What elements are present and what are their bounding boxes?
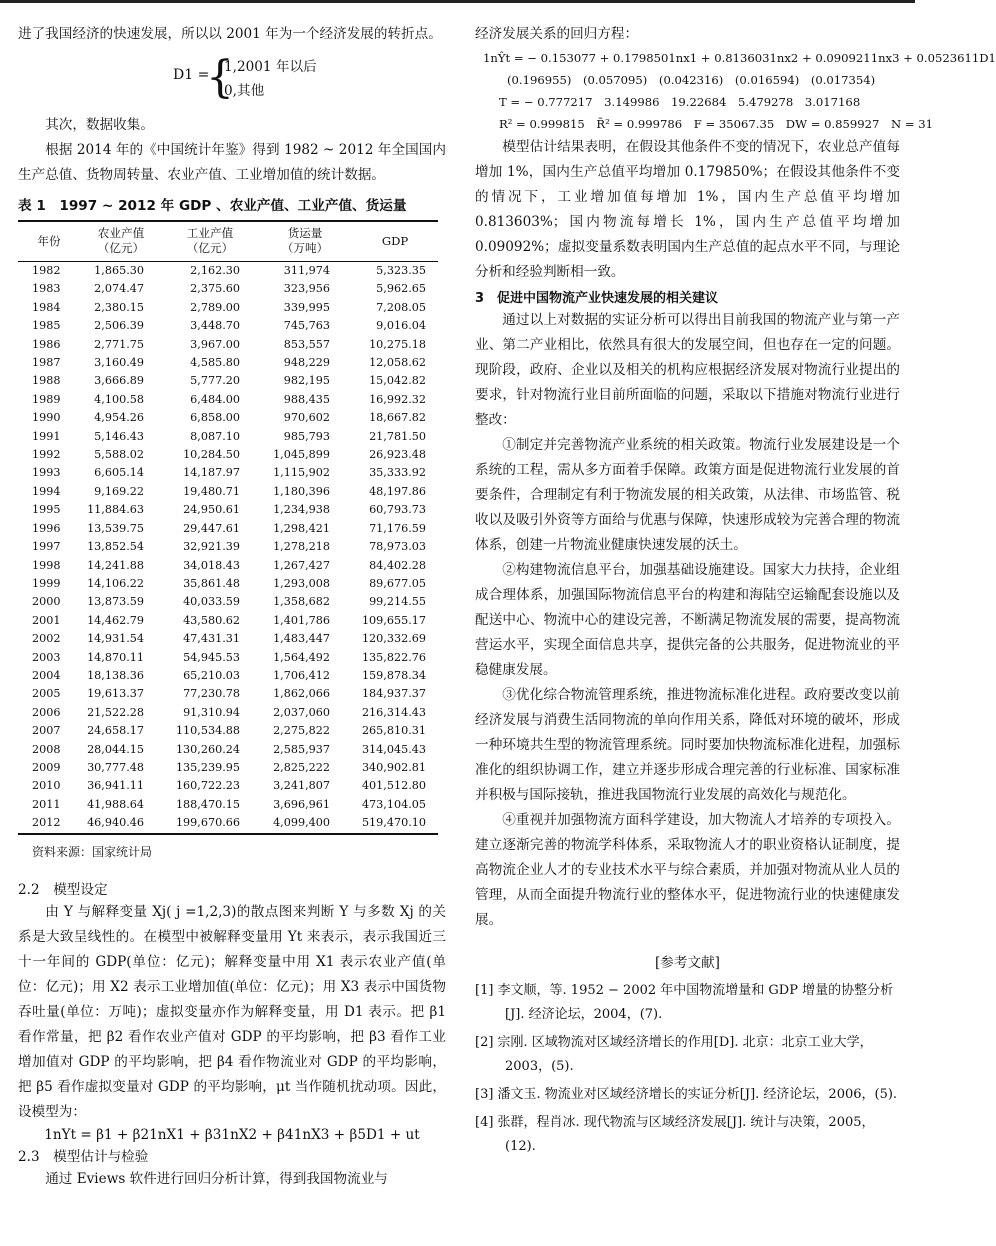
table-cell: 2002 bbox=[32, 632, 61, 646]
table-cell: 9,016.04 bbox=[376, 319, 426, 333]
table-row bbox=[18, 483, 438, 501]
table-cell: 948,229 bbox=[283, 356, 330, 370]
reference-item: [3] 潘文玉. 物流业对区域经济增长的实证分析[J]. 经济论坛，2006，(5). bbox=[475, 1087, 898, 1102]
reference-item: [4] 张群，程肖冰. 现代物流与区域经济发展[J]. 统计与决策，2005，(12). bbox=[475, 1115, 875, 1154]
table-cell: 21,522.28 bbox=[87, 705, 144, 719]
paragraph: ①制定并完善物流产业系统的相关政策。物流行业发展建设是一个系统的工程，需从多方面着手保障。政策方面是促进物流行业发展的首要条件，合理制定有利于物流发展的相关政策，从法律、市场监管、税收以及吸引外资等方面给与优惠与保障，快速形成较为完善合理的物流体系，创建一片物流业健康快速发展的沃土。 bbox=[475, 437, 900, 553]
section-heading: 3 促进中国物流产业快速发展的相关建议 bbox=[475, 291, 719, 306]
table-cell: 1,401,786 bbox=[273, 613, 330, 627]
table-cell: 18,138.36 bbox=[87, 668, 144, 682]
table-cell: 14,931.54 bbox=[87, 632, 144, 646]
table-cell: 2001 bbox=[32, 613, 61, 627]
table-row bbox=[18, 777, 438, 795]
paragraph: ②构建物流信息平台，加强基础设施建设。国家大力扶持，企业组成合理体系，加强国际物流信息平台的构建和海陆空运输配套设施以及配送中心、物流中心的建设完善，不断满足物流发展的需要，提高物流营运水平，实现全面信息共享，提供完备的公共服务，促进物流业的平稳健康发展。 bbox=[475, 562, 900, 678]
section-heading: 2.2 模型设定 bbox=[18, 881, 108, 898]
reference-item: [1] 李文顺，等. 1952 − 2002 年中国物流增量和 GDP 增量的协整分析[J]. 经济论坛，2004，(7). bbox=[475, 983, 894, 1022]
table-cell: 34,018.43 bbox=[183, 558, 240, 572]
table-cell: 18,667.82 bbox=[369, 411, 426, 425]
table-row bbox=[18, 409, 438, 427]
header-rule bbox=[0, 0, 915, 3]
table-cell: 2,585,937 bbox=[273, 742, 330, 756]
table-cell: 71,176.59 bbox=[369, 521, 426, 535]
table-cell: 1984 bbox=[32, 300, 61, 314]
table-cell: 1,045,899 bbox=[273, 448, 330, 462]
table-cell: 135,239.95 bbox=[175, 760, 240, 774]
table-row bbox=[18, 446, 438, 464]
model-equation: 1nYt = β1 + β21nX1 + β31nX2 + β41nX3 + β5D1 + ut bbox=[44, 1126, 420, 1143]
table-cell: 2,375.60 bbox=[190, 282, 240, 296]
regression-statistics: R² = 0.999815 R̄² = 0.999786 F = 35067.35 DW = 0.859927 N = 31 bbox=[499, 117, 933, 131]
table-cell: 159,878.34 bbox=[361, 668, 426, 682]
table-cell: 2000 bbox=[32, 595, 61, 609]
table-cell: 401,512.80 bbox=[361, 779, 426, 793]
table-cell: 13,539.75 bbox=[87, 521, 144, 535]
regression-equation: 1nŶt = − 0.153077 + 0.1798501nx1 + 0.8136031nx2 + 0.0909211nx3 + 0.0523611D1 bbox=[483, 51, 996, 65]
table-cell: 6,858.00 bbox=[190, 411, 240, 425]
table-cell: 1,862,066 bbox=[273, 687, 330, 701]
table-cell: 65,210.03 bbox=[183, 668, 240, 682]
table-cell: 2004 bbox=[32, 668, 61, 682]
table-row bbox=[18, 612, 438, 630]
table-row bbox=[18, 501, 438, 519]
table-cell: 988,435 bbox=[283, 392, 330, 406]
table-cell: 14,106.22 bbox=[87, 576, 144, 590]
table-cell: 1989 bbox=[32, 392, 61, 406]
table-cell: 14,870.11 bbox=[87, 650, 144, 664]
table-cell: 184,937.37 bbox=[361, 687, 426, 701]
table-cell: 1,483,447 bbox=[273, 632, 330, 646]
table-cell: 9,169.22 bbox=[94, 484, 144, 498]
table-cell: 982,195 bbox=[283, 374, 330, 388]
table-cell: 1987 bbox=[32, 356, 61, 370]
table-cell: 14,241.88 bbox=[87, 558, 144, 572]
table-cell: 2,771.75 bbox=[94, 337, 144, 351]
table-cell: 1995 bbox=[32, 503, 61, 517]
paragraph: 由 Y 与解释变量 Xj( j =1,2,3)的散点图来判断 Y 与多数 Xj 的关系是大致呈线性的。在模型中被解释变量用 Yt 来表示，表示我国近三十一年间的 GDP(单位：亿元)；解释变量中用 X1 表示农业产值(单位：亿元)；用 X2 表示工业增加值(单位：亿元)；用 X3 表示中国货物吞吐量(单位：万吨)；虚拟变量亦作为解释变量，用 D1 表示。把 β1 看作常量，把 β2 看作农业产值对 GDP 的平均影响，把 β3 看作工业增加值对 GDP 的平均影响，把 β4 看作物流业对 GDP 的平均影响，把 β5 看作虚拟变量对 GDP 的平均影响，μt 当作随机扰动项。因此，设模型为： bbox=[18, 903, 446, 1120]
table-cell: 188,470.15 bbox=[175, 797, 240, 811]
table-cell: 1994 bbox=[32, 484, 61, 498]
regression-std-errors: (0.196955) (0.057095) (0.042316) (0.016594) (0.017354) bbox=[507, 73, 876, 87]
header-cell: 货运量 （万吨） bbox=[258, 221, 352, 262]
table-cell: 110,534.88 bbox=[175, 724, 240, 738]
table-row bbox=[18, 796, 438, 814]
table-cell: 30,777.48 bbox=[87, 760, 144, 774]
table-header-row bbox=[18, 221, 438, 262]
table-cell: 3,666.89 bbox=[94, 374, 144, 388]
right-column bbox=[475, 22, 996, 1163]
table-cell: 4,099,400 bbox=[258, 814, 352, 833]
table-row bbox=[18, 759, 438, 777]
table-cell: 43,580.62 bbox=[183, 613, 240, 627]
table-cell: 41,988.64 bbox=[87, 797, 144, 811]
table-row bbox=[18, 685, 438, 703]
table-cell: 1,564,492 bbox=[273, 650, 330, 664]
table-row bbox=[18, 354, 438, 372]
table-cell: 24,658.17 bbox=[87, 724, 144, 738]
table-row bbox=[18, 464, 438, 482]
table-cell: 32,921.39 bbox=[183, 540, 240, 554]
table-row bbox=[18, 391, 438, 409]
table-cell: 21,781.50 bbox=[369, 429, 426, 443]
header-cell: 工业产值 （亿元） bbox=[162, 221, 258, 262]
table-cell: 1997 bbox=[32, 540, 61, 554]
table-cell: 216,314.43 bbox=[361, 705, 426, 719]
table-cell: 1985 bbox=[32, 319, 61, 333]
table-cell: 2006 bbox=[32, 705, 61, 719]
table-row bbox=[18, 520, 438, 538]
table-row bbox=[18, 336, 438, 354]
table-row bbox=[18, 649, 438, 667]
paragraph: 进了我国经济的快速发展，所以以 2001 年为一个经济发展的转折点。 bbox=[18, 26, 442, 42]
header-cell: GDP bbox=[352, 221, 438, 262]
reference-item: [2] 宗刚. 区域物流对区域经济增长的作用[D]. 北京：北京工业大学，2003，(5). bbox=[475, 1035, 873, 1074]
data-table bbox=[18, 220, 438, 835]
table-cell: 2,789.00 bbox=[190, 300, 240, 314]
table-cell: 77,230.78 bbox=[183, 687, 240, 701]
table-cell: 1,115,902 bbox=[273, 466, 330, 480]
table-cell: 6,605.14 bbox=[94, 466, 144, 480]
table-cell: 970,602 bbox=[283, 411, 330, 425]
table-cell: 10,284.50 bbox=[183, 448, 240, 462]
table-cell: 91,310.94 bbox=[183, 705, 240, 719]
table-cell: 199,670.66 bbox=[162, 814, 258, 833]
table-cell: 78,973.03 bbox=[369, 540, 426, 554]
table-row bbox=[18, 814, 438, 833]
table-cell: 4,100.58 bbox=[94, 392, 144, 406]
table-cell: 35,861.48 bbox=[183, 576, 240, 590]
table-cell: 3,448.70 bbox=[190, 319, 240, 333]
table-cell: 6,484.00 bbox=[190, 392, 240, 406]
table-cell: 12,058.62 bbox=[369, 356, 426, 370]
header-cell: 农业产值 （亿元） bbox=[80, 221, 162, 262]
table-cell: 4,954.26 bbox=[94, 411, 144, 425]
table-cell: 5,777.20 bbox=[190, 374, 240, 388]
table-cell: 5,146.43 bbox=[94, 429, 144, 443]
table-source-note: 资料来源：国家统计局 bbox=[32, 844, 153, 859]
table-cell: 1,234,938 bbox=[273, 503, 330, 517]
table-cell: 745,763 bbox=[283, 319, 330, 333]
table-cell: 1,180,396 bbox=[273, 484, 330, 498]
table-cell: 1,298,421 bbox=[273, 521, 330, 535]
table-cell: 1,278,218 bbox=[273, 540, 330, 554]
table-cell: 311,974 bbox=[283, 264, 330, 277]
table-cell: 46,940.46 bbox=[80, 814, 162, 833]
table-row bbox=[18, 280, 438, 298]
table-row bbox=[18, 428, 438, 446]
header-cell: 年份 bbox=[18, 221, 80, 262]
paragraph: ④重视并加强物流方面科学建设，加大物流人才培养的专项投入。建立逐渐完善的物流学科体系，采取物流人才的职业资格认证制度，提高物流企业人才的专业技术水平与综合素质，并加强对物流从业人员的管理，从而全面提升物流行业的整体水平，促进物流行业的快速健康发展。 bbox=[475, 812, 900, 928]
table-row bbox=[18, 372, 438, 390]
brace-symbol: { bbox=[206, 52, 234, 103]
table-cell: 2,037,060 bbox=[273, 705, 330, 719]
table-row bbox=[18, 704, 438, 722]
table-row bbox=[18, 722, 438, 740]
table-cell: 340,902.81 bbox=[361, 760, 426, 774]
table-cell: 54,945.53 bbox=[183, 650, 240, 664]
table-cell: 1998 bbox=[32, 558, 61, 572]
table-row bbox=[18, 630, 438, 648]
table-cell: 1,865.30 bbox=[94, 264, 144, 277]
table-cell: 3,241,807 bbox=[273, 779, 330, 793]
table-cell: 2,162.30 bbox=[190, 264, 240, 277]
table-cell: 2005 bbox=[32, 687, 61, 701]
paragraph: 根据 2014 年的《中国统计年鉴》得到 1982 ~ 2012 年全国国内生产总值、货物周转量、农业产值、工业增加值的统计数据。 bbox=[18, 142, 446, 183]
table-cell: 36,941.11 bbox=[87, 779, 144, 793]
table-cell: 3,967.00 bbox=[190, 337, 240, 351]
table-cell: 265,810.31 bbox=[361, 724, 426, 738]
table-cell: 3,160.49 bbox=[94, 356, 144, 370]
table-cell: 1999 bbox=[32, 576, 61, 590]
table-cell: 1982 bbox=[32, 264, 61, 277]
table-row bbox=[18, 667, 438, 685]
table-cell: 1983 bbox=[32, 282, 61, 296]
table-cell: 1,358,682 bbox=[273, 595, 330, 609]
regression-t-values: T = − 0.777217 3.149986 19.22684 5.479278 3.017168 bbox=[499, 95, 861, 109]
table-cell: 14,462.79 bbox=[87, 613, 144, 627]
table-cell: 8,087.10 bbox=[190, 429, 240, 443]
table-cell: 11,884.63 bbox=[87, 503, 144, 517]
table-cell: 28,044.15 bbox=[87, 742, 144, 756]
table-cell: 135,822.76 bbox=[361, 650, 426, 664]
table-cell: 1,706,412 bbox=[273, 668, 330, 682]
table-cell: 2,275,822 bbox=[273, 724, 330, 738]
table-cell: 160,722.23 bbox=[175, 779, 240, 793]
table-cell: 130,260.24 bbox=[175, 742, 240, 756]
table-cell: 1993 bbox=[32, 466, 61, 480]
table-row bbox=[18, 557, 438, 575]
table-cell: 5,962.65 bbox=[376, 282, 426, 296]
table-cell: 24,950.61 bbox=[183, 503, 240, 517]
table-row bbox=[18, 741, 438, 759]
table-cell: 473,104.05 bbox=[361, 797, 426, 811]
table-cell: 60,793.73 bbox=[369, 503, 426, 517]
table-cell: 2,825,222 bbox=[273, 760, 330, 774]
left-column bbox=[18, 22, 446, 1192]
table-cell: 89,677.05 bbox=[369, 576, 426, 590]
table-cell: 519,470.10 bbox=[352, 814, 438, 833]
references-heading: [参考文献] bbox=[655, 955, 720, 971]
table-cell: 2,074.47 bbox=[94, 282, 144, 296]
table-cell: 2,380.15 bbox=[94, 300, 144, 314]
table-cell: 48,197.86 bbox=[369, 484, 426, 498]
table-row bbox=[18, 575, 438, 593]
table-cell: 7,208.05 bbox=[376, 300, 426, 314]
table-cell: 5,588.02 bbox=[94, 448, 144, 462]
paragraph: ③优化综合物流管理系统，推进物流标准化进程。政府要改变以前经济发展与消费生活同物流的单向作用关系，降低对环境的破坏，形成一种环境共生型的物流管理系统。同时要加快物流标准化进程，加强标准化的组织协调工作，建立并逐步形成合理完善的行业标准、国家标准并积极与国际接轨，推进我国物流行业发展的高效化与规范化。 bbox=[475, 687, 900, 803]
paragraph: 经济发展关系的回归方程： bbox=[475, 26, 639, 42]
section-heading: 2.3 模型估计与检验 bbox=[18, 1148, 149, 1165]
table-cell: 2009 bbox=[32, 760, 61, 774]
table-cell: 47,431.31 bbox=[183, 632, 240, 646]
table-title: 表 1 1997 ~ 2012 年 GDP 、农业产值、工业产值、货运量 bbox=[18, 198, 407, 214]
table-cell: 26,923.48 bbox=[369, 448, 426, 462]
table-cell: 1996 bbox=[32, 521, 61, 535]
table-cell: 1,267,427 bbox=[273, 558, 330, 572]
table-row bbox=[18, 317, 438, 335]
table-cell: 2003 bbox=[32, 650, 61, 664]
table-cell: 2007 bbox=[32, 724, 61, 738]
table-cell: 2011 bbox=[32, 797, 61, 811]
d1-definition bbox=[18, 53, 446, 107]
table-cell: 2010 bbox=[32, 779, 61, 793]
table-cell: 109,655.17 bbox=[361, 613, 426, 627]
table-cell: 120,332.69 bbox=[361, 632, 426, 646]
table-cell: 19,480.71 bbox=[183, 484, 240, 498]
d1-case-2: 0,其他 bbox=[224, 83, 265, 99]
d1-case-1: 1,2001 年以后 bbox=[224, 59, 317, 75]
table-cell: 14,187.97 bbox=[183, 466, 240, 480]
table-cell: 29,447.61 bbox=[183, 521, 240, 535]
table-cell: 2012 bbox=[18, 814, 80, 833]
paragraph: 通过以上对数据的实证分析可以得出目前我国的物流产业与第一产业、第二产业相比，依然具有很大的发展空间，但也存在一定的问题。现阶段，政府、企业以及相关的机构应根据经济发展对物流行业提出的要求，针对物流行业目前所面临的问题，采取以下措施对物流行业进行整改： bbox=[475, 312, 900, 428]
table-cell: 853,557 bbox=[283, 337, 330, 351]
table-row bbox=[18, 538, 438, 556]
table-cell: 35,333.92 bbox=[369, 466, 426, 480]
table-cell: 2,506.39 bbox=[94, 319, 144, 333]
table-cell: 339,995 bbox=[283, 300, 330, 314]
table-cell: 5,323.35 bbox=[376, 264, 426, 277]
paragraph: 通过 Eviews 软件进行回归分析计算，得到我国物流业与 bbox=[45, 1170, 388, 1187]
table-cell: 16,992.32 bbox=[369, 392, 426, 406]
table-cell: 4,585.80 bbox=[190, 356, 240, 370]
table-cell: 1991 bbox=[32, 429, 61, 443]
table-cell: 1988 bbox=[32, 374, 61, 388]
table-cell: 2008 bbox=[32, 742, 61, 756]
table-cell: 13,873.59 bbox=[87, 595, 144, 609]
paragraph: 其次，数据收集。 bbox=[45, 117, 154, 133]
table-cell: 19,613.37 bbox=[87, 687, 144, 701]
table-row bbox=[18, 299, 438, 317]
table-cell: 99,214.55 bbox=[369, 595, 426, 609]
table-cell: 1986 bbox=[32, 337, 61, 351]
table-cell: 1992 bbox=[32, 448, 61, 462]
paragraph: 模型估计结果表明，在假设其他条件不变的情况下，农业总产值每增加 1%，国内生产总值平均增加 0.179850%；在假设其他条件不变的情况下，工业增加值每增加 1%，国内生产总值平均增加 0.813603%；国内物流每增长 1%，国内生产总值平均增加 0.09092%；虚拟变量系数表明国内生产总值的起点水平不同，与理论分析和经验判断相一致。 bbox=[475, 139, 900, 280]
table-cell: 40,033.59 bbox=[183, 595, 240, 609]
table-row bbox=[18, 262, 438, 281]
table-cell: 314,045.43 bbox=[361, 742, 426, 756]
table-cell: 13,852.54 bbox=[87, 540, 144, 554]
table-cell: 84,402.28 bbox=[369, 558, 426, 572]
table-cell: 323,956 bbox=[283, 282, 330, 296]
d1-label: D1 = bbox=[173, 67, 210, 83]
table-row bbox=[18, 593, 438, 611]
table-cell: 10,275.18 bbox=[369, 337, 426, 351]
table-cell: 15,042.82 bbox=[369, 374, 426, 388]
table-cell: 1990 bbox=[32, 411, 61, 425]
table-cell: 1,293,008 bbox=[273, 576, 330, 590]
table-cell: 985,793 bbox=[283, 429, 330, 443]
table-cell: 3,696,961 bbox=[273, 797, 330, 811]
